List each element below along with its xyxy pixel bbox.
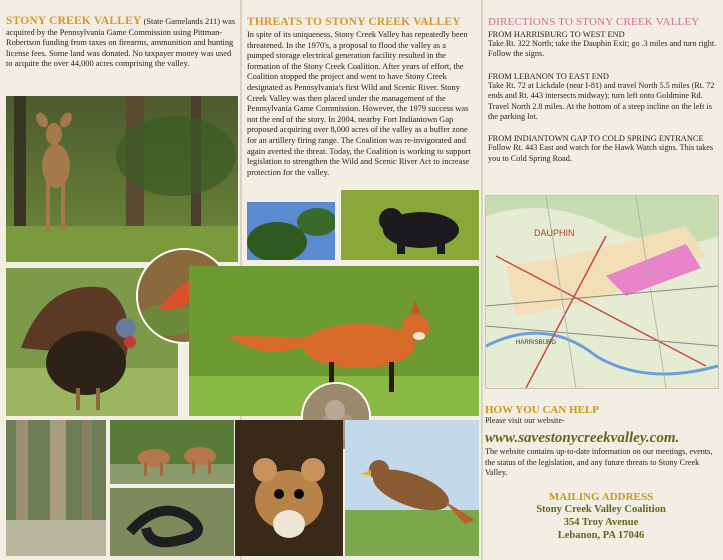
direction-title: FROM HARRISBURG TO WEST END <box>488 30 625 39</box>
panel-middle <box>241 0 482 560</box>
help-heading: HOW YOU CAN HELP <box>485 404 599 416</box>
help-text: The website contains up-to-date information on our meetings, events, the status of the legislation, and any future threats to Stony Creek Valley. <box>485 447 713 478</box>
deer-photo <box>6 96 238 262</box>
direction-text: Take Rt. 72 at Lickdale (near I-81) and travel North 5.5 miles (Rt. 72 ends and Rt. 443 intersects midway); turn left onto Goldmine Rd. Travel North 2.8 miles. At the bottom of a steep incline on the left is the parking lot. <box>488 80 715 122</box>
area-map <box>485 195 719 389</box>
map-label-dauphin: DAUPHIN <box>534 228 575 238</box>
map-label-harrisburg: HARRISBURG <box>516 340 557 346</box>
fawns-photo <box>110 420 234 484</box>
intro-body: was acquired by the Pennsylvania Game Commission using Pittman-Robertson funding from taxes on firearms, ammunition and hunting license fees. Some land was donated. No taxpayer money was used to acquire the over 44,000 acres comprising the valley. <box>6 17 236 69</box>
mailing-line: Lebanon, PA 17046 <box>557 529 645 541</box>
direction-text: Take Rt. 322 North; take the Dauphin Exit; go .3 miles and turn right. Follow the signs. <box>488 39 717 59</box>
hawk-photo <box>345 420 479 556</box>
mailing-line: 354 Troy Avenue <box>563 516 639 528</box>
help-intro: Please visit our website- <box>485 416 565 425</box>
direction-item <box>488 134 720 164</box>
threats-block <box>247 16 479 178</box>
website-link[interactable]: www.savestonycreekvalley.com. <box>485 430 680 447</box>
mailing-heading: MAILING ADDRESS <box>548 490 654 503</box>
help-block <box>485 404 717 542</box>
mailing-line: Stony Creek Valley Coalition <box>536 503 666 515</box>
directions-heading: DIRECTIONS TO STONY CREEK VALLEY <box>488 16 700 28</box>
swamp-photo <box>6 420 106 556</box>
bear-photo <box>341 190 479 260</box>
intro-text <box>6 16 238 70</box>
direction-item <box>488 30 720 60</box>
snake-photo <box>110 488 234 556</box>
direction-title: FROM LEBANON TO EAST END <box>488 71 609 81</box>
direction-item <box>488 72 720 123</box>
threats-body: In spite of its uniqueness, Stony Creek Valley has repeatedly been threatened. In the 1970's, a proposal to flood the valley as a pumped storage electrical generation facility resulted in the formation of the Stony Creek Coalition. After years of effort, the Coalition stopped the project and went to have Stony Creek designated as Pennsylvania's first Wild and Scenic River. Stony Creek Valley was then placed under the management of the Pennsylvania Game Commission. However, the 1979 success was not the end of the story. In 2004, nearby Fort Indiantown Gap proposed acquiring over 8,000 acres of the valley as a buffer zone for an artillery firing range. The Coalition was re-invigorated and again averted the threat. Today, the Coalition is working to support legislation to strengthen the Wild and Scenic River Act to increase protection for the valley. <box>247 30 471 177</box>
direction-text: Follow Rt. 443 East and watch for the Hawk Watch signs. This takes you to Cold Spring Road. <box>488 143 714 163</box>
directions-block <box>488 16 720 164</box>
intro-heading: STONY CREEK VALLEY <box>6 15 142 27</box>
canopy-photo <box>247 202 335 260</box>
intro-heading-note: (State Gamelands 211) <box>143 17 221 26</box>
mouse-photo <box>235 420 343 556</box>
direction-title: FROM INDIANTOWN GAP TO COLD SPRING ENTRANCE <box>488 134 704 144</box>
threats-heading: THREATS TO STONY CREEK VALLEY <box>247 16 461 28</box>
intro-block <box>6 16 238 70</box>
